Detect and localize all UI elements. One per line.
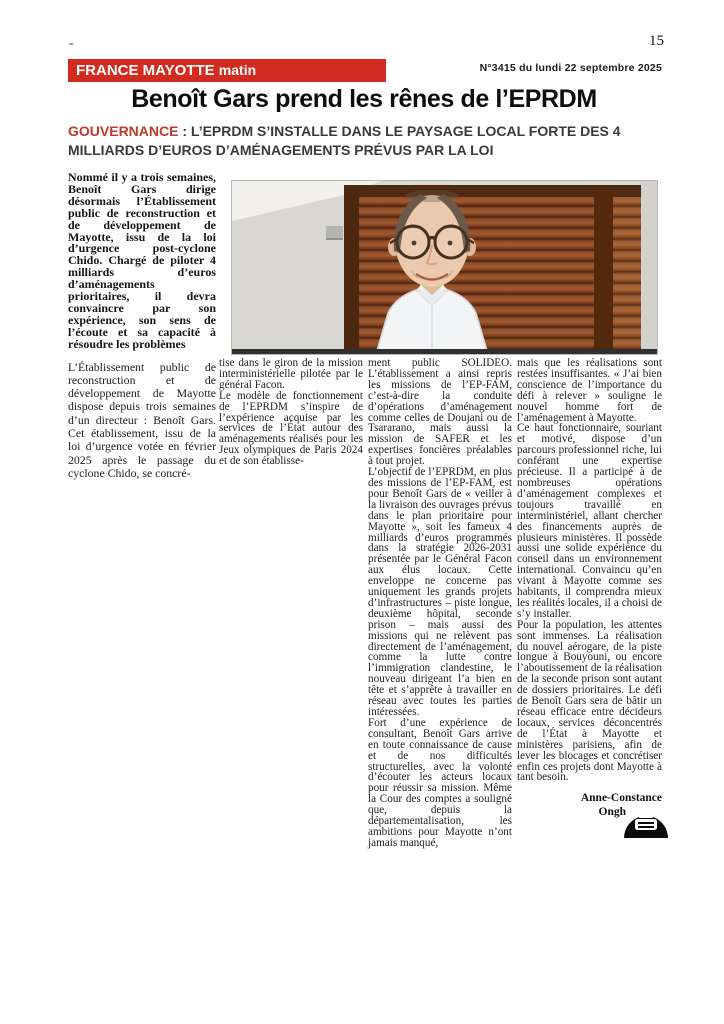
article-column-4: [517, 358, 662, 819]
corner-mark: -: [69, 36, 74, 51]
portrait-man: [342, 181, 522, 354]
kicker: [68, 122, 634, 160]
page-number: 15: [649, 33, 664, 49]
byline-name-line1: Anne-Constance: [580, 792, 662, 805]
article-paragraph: ment public SOLIDEO. L’établissement a ainsi repris les missions de l’EP-FAM, c’est-à-dire la conduite d’opérations d’aménagement comme celles de Doujani ou de Tsararano, mais aussi la mission de SAFER et les expertises foncières préalables à tout projet.: [368, 357, 512, 468]
article-paragraph: mais que les réalisations sont restées insuffisantes. « J’ai bien conscience de l’importance du défi à relever » souligne le nouvel homme fort de l’aménagement à Mayotte.: [517, 357, 662, 424]
article-paragraph: Le modèle de fonctionnement de l’EPRDM s’inspire de l’expérience acquise par les services de l’État autour des aménagements réalisés pour les Jeux olympiques de Paris 2024 et de son établisse-: [219, 389, 363, 468]
article-paragraph: L’objectif de l’EPRDM, en plus des missions de l’EP-FAM, est pour Benoît Gars de « veiller à la livraison des ouvrages prévus dans le plan prioritaire pour Mayotte », soit les fameux 4 milliards d’euros programmés dans la stratégie 2026-2031 présentée par le Général Facon aux élus locaux. Cette enveloppe ne concerne pas uniquement les grands projets d’infrastructures – piste longue, deuxième hôpital, seconde prison – mais aussi des missions qui ne relèvent pas directement de l’aménagement, comme la lutte contre l’immigration clandestine, le nouveau dirigeant l’a bien en tête et s’apprête à travailler en réseau avec toutes les parties intéressées.: [368, 466, 512, 718]
photo-bottom-strip: [232, 349, 657, 354]
kicker-text: : L’EPRDM S’INSTALLE DANS LE PAYSAGE LOCAL FORTE DES 4 MILLIARDS D’EUROS D’AMÉNAGEMENTS PRÉVUS PAR LA LOI: [68, 123, 621, 158]
article-paragraph: L’Établissement public de reconstruction et de développement de Mayotte dispose depuis trois semaines d’un directeur : Benoît Gars. Cet établissement, issu de la loi d’urgence votée en février 2025 après le passage du cyclone Chido, se concré-: [68, 359, 216, 480]
article-column-1: [68, 172, 216, 480]
print-icon[interactable]: [622, 802, 670, 838]
kicker-label: GOUVERNANCE: [68, 123, 179, 139]
masthead-suffix: matin: [218, 62, 257, 78]
issue-line: N°3415 du lundi 22 septembre 2025: [479, 62, 662, 74]
photo-louvered-door-2: [613, 197, 641, 354]
article-paragraph: Pour la population, les attentes sont immenses. La réalisation du nouvel aérogare, de la piste longue à Bouyouni, ou encore l’aboutissement de la réalisation de la seconde prison sont autant de dossiers prioritaires. Le défi de Benoît Gars sera de bâtir un réseau efficace entre décideurs locaux, services déconcentrés de l’État à Mayotte et ministères parisiens, afin de lever les blocages et concrétiser enfin ces projets dont Mayotte à tant besoin.: [517, 618, 662, 784]
photo-right-wall: [641, 181, 657, 354]
article-column-2: [219, 358, 363, 467]
byline: [517, 792, 662, 819]
article-paragraph: tise dans le giron de la mission interministérielle pilotée par le général Facon.: [219, 357, 363, 391]
article-photo: [231, 180, 658, 355]
masthead-title: FRANCE MAYOTTE: [76, 62, 215, 79]
photo-closet-frame-mid: [594, 185, 613, 354]
article-intro: Nommé il y a trois semaines, Benoît Gars dirige désormais l’Établissement public de reconstruction et de développement de Mayotte, issu de la loi d’urgence post-cyclone Chido. Chargé de piloter 4 milliards d’euros d’aménagements prioritaires, il devra convaincre par son expérience, son sens de l’écoute et sa capacité à résoudre les problèmes: [68, 170, 216, 351]
article-paragraph: Fort d’une expérience de consultant, Benoît Gars arrive en toute connaissance de cause et de nos difficultés structurelles, avec la volonté d’écouter les acteurs locaux pour réussir sa mission. Même la Cour des comptes a souligné que, depuis la départementalisation, les ambitions pour Mayotte n’ont jamais manqué,: [368, 716, 512, 849]
article-column-3: [368, 358, 512, 849]
article-paragraph: Ce haut fonctionnaire, souriant et motivé, dispose d’un parcours professionnel riche, lui conférant une expertise précieuse. Il a participé à de nombreuses opérations d’aménagement complexes et toujours travaillé en interministériel, allant chercher des financements auprès de plusieurs ministères. Il possède aussi une solide expérience du conseil dans un environnement international. Convaincu qu’en vivant à Mayotte comme ses habitants, il comprendra mieux les réalités locales, il a choisi de s’y installer.: [517, 422, 662, 620]
photo-wall-vent: [326, 226, 343, 240]
masthead-banner: [68, 59, 386, 82]
article-headline: Benoît Gars prend les rênes de l’EPRDM: [131, 85, 597, 113]
byline-name-line2: Ongh: [598, 805, 626, 818]
